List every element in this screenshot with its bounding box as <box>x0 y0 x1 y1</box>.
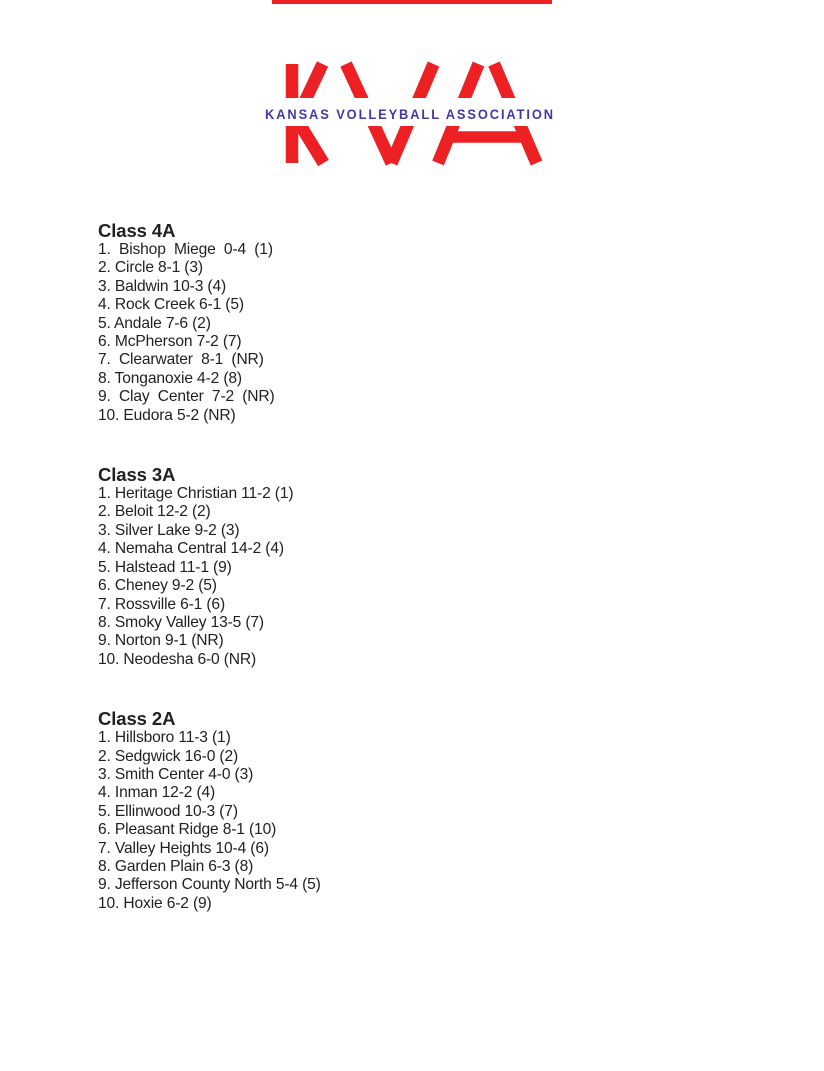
ranking-row: 10. Neodesha 6-0 (NR) <box>98 650 257 668</box>
section-title: Class 2A <box>98 708 176 730</box>
ranking-row: 8. Smoky Valley 13-5 (7) <box>98 613 264 631</box>
ranking-row: 9. Clay Center 7-2 (NR) <box>98 388 275 406</box>
ranking-row: 10. Hoxie 6-2 (9) <box>98 894 212 912</box>
section-list <box>98 241 718 425</box>
ranking-row: 1. Heritage Christian 11-2 (1) <box>98 485 294 503</box>
ranking-row: 4. Nemaha Central 14-2 (4) <box>98 540 284 558</box>
ranking-row: 2. Circle 8-1 (3) <box>98 259 203 277</box>
ranking-row: 1. Hillsboro 11-3 (1) <box>98 729 231 747</box>
ranking-row: 1. Bishop Miege 0-4 (1) <box>98 241 273 258</box>
ranking-row: 7. Clearwater 8-1 (NR) <box>98 351 264 369</box>
kva-monogram-icon <box>265 55 560 167</box>
ranking-row: 4. Rock Creek 6-1 (5) <box>98 296 244 314</box>
ranking-row: 5. Ellinwood 10-3 (7) <box>98 802 238 820</box>
ranking-row: 7. Rossville 6-1 (6) <box>98 595 225 613</box>
ranking-row: 8. Tonganoxie 4-2 (8) <box>98 369 242 387</box>
ranking-row: 9. Jefferson County North 5-4 (5) <box>98 876 321 894</box>
section-list <box>98 729 718 913</box>
kva-logo <box>265 55 560 167</box>
ranking-row: 10. Eudora 5-2 (NR) <box>98 406 236 424</box>
ranking-section <box>98 465 718 669</box>
rankings <box>98 221 718 913</box>
ranking-row: 5. Andale 7-6 (2) <box>98 314 211 332</box>
ranking-row: 8. Garden Plain 6-3 (8) <box>98 857 254 875</box>
ranking-row: 2. Sedgwick 16-0 (2) <box>98 747 239 765</box>
ranking-row: 6. Pleasant Ridge 8-1 (10) <box>98 821 277 839</box>
ranking-section <box>98 221 718 425</box>
section-title: Class 4A <box>98 220 176 241</box>
ranking-section <box>98 709 718 913</box>
ranking-row: 9. Norton 9-1 (NR) <box>98 632 224 650</box>
section-title: Class 3A <box>98 464 176 486</box>
ranking-row: 7. Valley Heights 10-4 (6) <box>98 839 269 857</box>
ranking-row: 3. Baldwin 10-3 (4) <box>98 277 227 295</box>
section-list <box>98 485 718 669</box>
ranking-row: 6. McPherson 7-2 (7) <box>98 333 242 351</box>
ranking-row: 5. Halstead 11-1 (9) <box>98 558 232 576</box>
logo-wordmark: KANSAS VOLLEYBALL ASSOCIATION <box>265 107 555 122</box>
ranking-row: 3. Silver Lake 9-2 (3) <box>98 521 240 539</box>
ranking-row: 3. Smith Center 4-0 (3) <box>98 765 254 783</box>
ranking-row: 4. Inman 12-2 (4) <box>98 784 216 802</box>
ranking-row: 6. Cheney 9-2 (5) <box>98 577 217 595</box>
ranking-row: 2. Beloit 12-2 (2) <box>98 503 211 521</box>
top-red-bar <box>272 0 552 4</box>
